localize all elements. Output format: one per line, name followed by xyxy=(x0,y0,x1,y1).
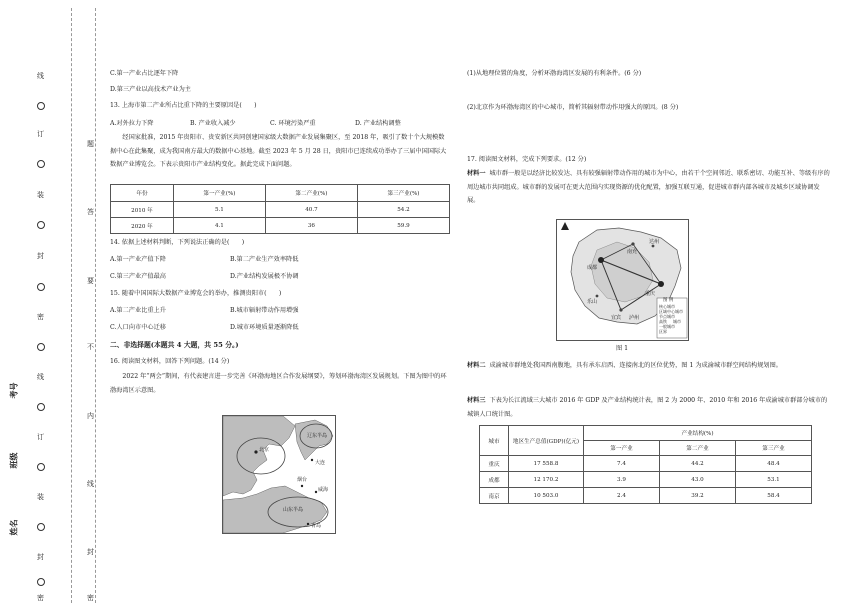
q15-option-a[interactable]: A.第二产业比重上升 xyxy=(110,307,166,314)
margin-circle xyxy=(37,221,45,229)
table-cell: 48.4 xyxy=(736,456,812,472)
material-1 xyxy=(467,167,832,208)
map-label-weihai: 威海 xyxy=(318,487,329,493)
table-cell: 南京 xyxy=(480,488,509,504)
margin-char: 封 xyxy=(37,252,44,260)
table-cell: 43.0 xyxy=(660,472,736,488)
q14-option-c[interactable]: C.第三产业产值最高 xyxy=(110,273,166,280)
table-header: 第二产业(%) xyxy=(265,185,357,202)
question-16-part-2: (2)北京作为环渤海湾区的中心城市，简析其辐射带动作用强大的原因。(8 分) xyxy=(467,104,679,111)
material-1-text: 城市群一般是以经济比较发达、具有较强辐射带动作用的城市为中心，由若干个空间邻近、联系密切、功能互补、等级有序的周边城市共同组成。城市群的发展可在更大范围内实现资源的优化配置，加强互联互通，促进城市群内部各城市及城乡区域协调发展。 xyxy=(467,170,830,204)
question-16-part-1: (1)从地理位置的角度，分析环渤海湾区发展的有利条件。(6 分) xyxy=(467,70,642,77)
margin-char: 密 xyxy=(37,313,44,321)
margin-char: 订 xyxy=(37,130,44,138)
map2-label-yibin: 宜宾 xyxy=(611,315,622,321)
q13-option-b[interactable]: B. 产业收入减少 xyxy=(190,120,236,127)
exam-number-field[interactable]: 考号 xyxy=(8,382,19,399)
chengyu-map xyxy=(556,219,689,341)
margin-circle xyxy=(37,283,45,291)
table-cell: 10 503.0 xyxy=(509,488,584,504)
q14-option-d[interactable]: D.产业结构发展极不协调 xyxy=(230,273,299,280)
margin-char: 线 xyxy=(37,373,44,381)
margin-circle xyxy=(37,523,45,531)
q14-option-b[interactable]: B.第二产业生产效率降低 xyxy=(230,256,299,263)
map2-legend-item: 高铁 xyxy=(659,319,667,324)
q13-option-c[interactable]: C. 环境污染严重 xyxy=(270,120,316,127)
margin-inner-char: 线 xyxy=(87,480,94,488)
margin-inner-char: 不 xyxy=(87,343,94,351)
map2-label-chongqing: 重庆 xyxy=(645,291,656,297)
map-label-shandong: 山东半岛 xyxy=(283,507,304,513)
margin-inner-char: 答 xyxy=(87,208,94,216)
guiyang-table xyxy=(110,184,450,234)
table-cell: 58.4 xyxy=(736,488,812,504)
map2-legend-item: 区界 xyxy=(659,329,667,334)
margin-inner-char: 题 xyxy=(87,140,94,148)
q15-option-b[interactable]: B.城市辐射带动作用增强 xyxy=(230,307,299,314)
material-3 xyxy=(467,394,832,421)
map2-legend-item: 区域中心城市 xyxy=(659,309,683,314)
table-header: 城市 xyxy=(480,426,509,456)
table-cell: 重庆 xyxy=(480,456,509,472)
margin-inner-char: 密 xyxy=(87,594,94,602)
bohai-map xyxy=(222,415,336,534)
margin-char: 装 xyxy=(37,493,44,501)
margin-inner-char: 封 xyxy=(87,548,94,556)
margin-char: 线 xyxy=(37,72,44,80)
margin-circle xyxy=(37,578,45,586)
material-3-text: 下表为长江流域三大城市 2016 年 GDP 及产业结构统计表，图 2 为 2000 年、2010 年和 2016 年成渝城市群部分城市的城镇人口统计图。 xyxy=(467,397,828,418)
material-1-label: 材料一 xyxy=(467,170,486,177)
margin-inner-char: 内 xyxy=(87,412,94,420)
table-header: 第三产业 xyxy=(736,441,812,456)
margin-circle xyxy=(37,160,45,168)
map2-legend-item: 核心城市 xyxy=(659,304,675,309)
table-cell: 59.9 xyxy=(357,218,449,234)
table-header: 第一产业 xyxy=(584,441,660,456)
table-cell: 5.1 xyxy=(173,202,265,218)
margin-char: 装 xyxy=(37,191,44,199)
question-17: 17. 阅读图文材料，完成下列要求。(12 分) xyxy=(467,156,587,163)
map-label-dalian: 大连 xyxy=(315,460,326,466)
map2-legend-title: 图 例 xyxy=(663,298,674,303)
margin-circle xyxy=(37,463,45,471)
section-heading: 二、非选择题(本题共 4 大题，共 55 分。) xyxy=(110,341,239,349)
table-header: 第二产业 xyxy=(660,441,736,456)
table-cell: 36 xyxy=(265,218,357,234)
table-header: 年份 xyxy=(111,185,174,202)
map-label-liaodong: 辽东半岛 xyxy=(307,433,328,439)
margin-inner-char: 要 xyxy=(87,277,94,285)
question-15: 15. 随着中国国际大数据产业博览会的举办，推测贵阳市( ) xyxy=(110,290,282,297)
table-cell: 53.1 xyxy=(736,472,812,488)
table-cell: 7.4 xyxy=(584,456,660,472)
material-2-label: 材料二 xyxy=(467,362,486,369)
table-cell: 17 558.8 xyxy=(509,456,584,472)
table-cell: 3.9 xyxy=(584,472,660,488)
margin-circle xyxy=(37,102,45,110)
q15-option-c[interactable]: C.人口向市中心迁移 xyxy=(110,324,166,331)
q14-option-a[interactable]: A.第一产业产值下降 xyxy=(110,256,166,263)
material-2-text: 成渝城市群地处我国西南腹地，具有承东启西、连接南北的区位优势，图 1 为成渝城市群空间结构规划图。 xyxy=(489,362,782,369)
table-cell: 44.2 xyxy=(660,456,736,472)
table-cell: 2010 年 xyxy=(111,202,174,218)
map2-label-dazhou: 达州 xyxy=(649,239,660,245)
option-c: C.第一产业占比逐年下降 xyxy=(110,70,179,77)
table-cell: 40.7 xyxy=(265,202,357,218)
material-3-label: 材料三 xyxy=(467,397,486,404)
class-field[interactable]: 班级 xyxy=(8,452,19,469)
map2-legend-item: 节点城市 xyxy=(659,314,675,319)
option-d: D.第三产业以高技术产业为主 xyxy=(110,86,191,93)
question-14: 14. 依据上述材料判断，下列说法正确的是( ) xyxy=(110,239,245,246)
map2-label-leshan: 乐山 xyxy=(587,299,598,305)
city-gdp-table xyxy=(479,425,812,504)
name-field[interactable]: 姓名 xyxy=(8,519,19,536)
table-header: 地区生产总值(GDP)(亿元) xyxy=(509,426,584,456)
map2-legend-item: 城市 xyxy=(673,319,681,324)
map-label-yantai: 烟台 xyxy=(297,477,308,483)
margin-char: 封 xyxy=(37,553,44,561)
margin-circle xyxy=(37,343,45,351)
map2-label-chengdu: 成都 xyxy=(587,265,598,271)
table-cell: 2020 年 xyxy=(111,218,174,234)
table-cell: 12 170.2 xyxy=(509,472,584,488)
map2-label-nanchong: 南充 xyxy=(627,249,638,255)
margin-circle xyxy=(37,403,45,411)
map-label-qingdao: 青岛 xyxy=(311,523,322,529)
table-header: 第三产业(%) xyxy=(357,185,449,202)
q13-option-d[interactable]: D. 产业结构调整 xyxy=(355,120,401,127)
chengyu-map-drawing xyxy=(557,220,688,340)
margin-char: 订 xyxy=(37,433,44,441)
q15-option-d[interactable]: D.城市环境质量逐渐降低 xyxy=(230,324,299,331)
q13-option-a[interactable]: A.对外拉力下降 xyxy=(110,120,154,127)
margin-char: 密 xyxy=(37,594,44,602)
table-cell: 2.4 xyxy=(584,488,660,504)
passage-guiyang: 经国家批准，2015 年贵阳市、贵安新区共同创建国家级大数据产业发展集聚区，至 2018 年，吸引了数十个大规模数据中心在此集聚，成为我国南方最大的数据中心基地。截至 2023 年 5 月 28 日，贵阳市已连续成功举办了三届中国国际大数据产业博览会。下表示贵阳市产业结构变化。据此完成下面问题。 xyxy=(110,134,447,168)
table-cell: 4.1 xyxy=(173,218,265,234)
passage-bohai: 2022 年“两会”期间，有代表建言进一步完善《环渤海地区合作发展纲要》，筹划环渤海湾区发展规划。下图为图中的环渤海湾区示意图。 xyxy=(110,373,447,394)
table-cell: 成都 xyxy=(480,472,509,488)
question-16: 16. 阅读图文材料，回答下列问题。(14 分) xyxy=(110,358,230,365)
map-label-beijing: 北京 xyxy=(259,447,270,453)
table-header: 产业结构(%) xyxy=(584,426,812,441)
question-13: 13. 上海市第二产业所占比重下降的主要原因是( ) xyxy=(110,102,257,109)
table-header: 第一产业(%) xyxy=(173,185,265,202)
material-2 xyxy=(467,359,832,373)
table-cell: 39.2 xyxy=(660,488,736,504)
table-cell: 54.2 xyxy=(357,202,449,218)
map2-label-luzhou: 泸州 xyxy=(629,315,640,321)
map2-legend-item: 一般城市 xyxy=(659,324,675,329)
figure-1-caption: 图 1 xyxy=(616,345,629,352)
